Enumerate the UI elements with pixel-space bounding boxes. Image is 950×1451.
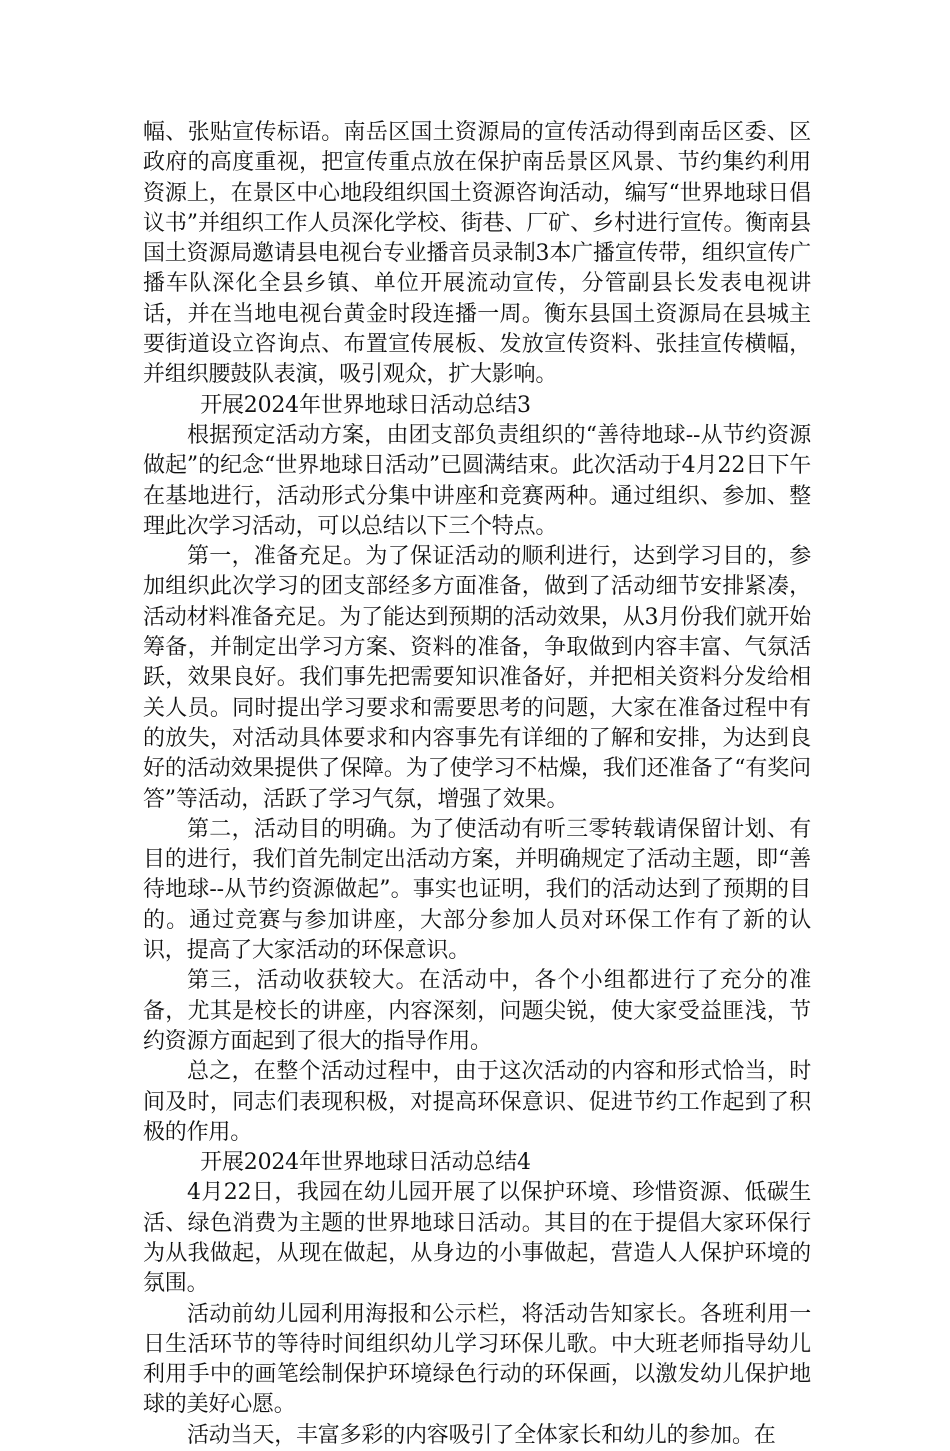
body-paragraph: 第二，活动目的明确。为了使活动有听三零转载请保留计划、有目的进行，我们首先制定出活动方案，并明确规定了活动主题，即“善待地球--从节约资源做起”。事实也证明，我们的活动达到了预期的目的。通过竞赛与参加讲座，大部分参加人员对环保工作有了新的认识，提高了大家活动的环保意识。 [143, 816, 811, 964]
body-paragraph: 第三，活动收获较大。在活动中，各个小组都进行了充分的准备，尤其是校长的讲座，内容深刻，问题尖锐，使大家受益匪浅，节约资源方面起到了很大的指导作用。 [143, 968, 811, 1054]
section-heading: 开展2024年世界地球日活动总结4 [200, 1150, 531, 1176]
body-paragraph: 总之，在整个活动过程中，由于这次活动的内容和形式恰当，时间及时，同志们表现积极，对提高环保意识、促进节约工作起到了积极的作用。 [143, 1059, 811, 1145]
body-paragraph: 根据预定活动方案，由团支部负责组织的“善待地球--从节约资源做起”的纪念“世界地球日活动”已圆满结束。此次活动于4月22日下午在基地进行，活动形式分集中讲座和竞赛两种。通过组织、参加、整理此次学习活动，可以总结以下三个特点。 [143, 422, 811, 539]
body-paragraph: 幅、张贴宣传标语。南岳区国土资源局的宣传活动得到南岳区委、区政府的高度重视，把宣传重点放在保护南岳景区风景、节约集约利用资源上，在景区中心地段组织国土资源咨询活动，编写“世界地球日倡议书”并组织工作人员深化学校、街巷、厂矿、乡村进行宣传。衡南县国土资源局邀请县电视台专业播音员录制3本广播宣传带，组织宣传广播车队深化全县乡镇、单位开展流动宣传，分管副县长发表电视讲话，并在当地电视台黄金时段连播一周。衡东县国土资源局在县城主要街道设立咨询点、布置宣传展板、发放宣传资料、张挂宣传横幅，并组织腰鼓队表演，吸引观众，扩大影响。 [143, 120, 811, 388]
body-paragraph: 活动前幼儿园利用海报和公示栏，将活动告知家长。各班利用一日生活环节的等待时间组织幼儿学习环保儿歌。中大班老师指导幼儿利用手中的画笔绘制保护环境绿色行动的环保画，以激发幼儿保护地球的美好心愿。 [143, 1301, 811, 1418]
body-paragraph: 4月22日，我园在幼儿园开展了以保护环境、珍惜资源、低碳生活、绿色消费为主题的世界地球日活动。其目的在于提倡大家环保行为从我做起，从现在做起，从身边的小事做起，营造人人保护环境的氛围。 [143, 1180, 811, 1297]
body-paragraph: 活动当天，丰富多彩的内容吸引了全体家长和幼儿的参加。在 [187, 1422, 776, 1448]
body-paragraph: 第一，准备充足。为了保证活动的顺利进行，达到学习目的，参加组织此次学习的团支部经多方面准备，做到了活动细节安排紧凑，活动材料准备充足。为了能达到预期的活动效果，从3月份我们就开始筹备，并制定出学习方案、资料的准备，争取做到内容丰富、气氛活跃，效果良好。我们事先把需要知识准备好，并把相关资料分发给相关人员。同时提出学习要求和需要思考的问题，大家在准备过程中有的放失，对活动具体要求和内容事先有详细的了解和安排，为达到良好的活动效果提供了保障。为了使学习不枯燥，我们还准备了“有奖问答”等活动，活跃了学习气氛，增强了效果。 [143, 544, 811, 812]
document-body [143, 118, 811, 1451]
section-heading: 开展2024年世界地球日活动总结3 [200, 392, 531, 418]
